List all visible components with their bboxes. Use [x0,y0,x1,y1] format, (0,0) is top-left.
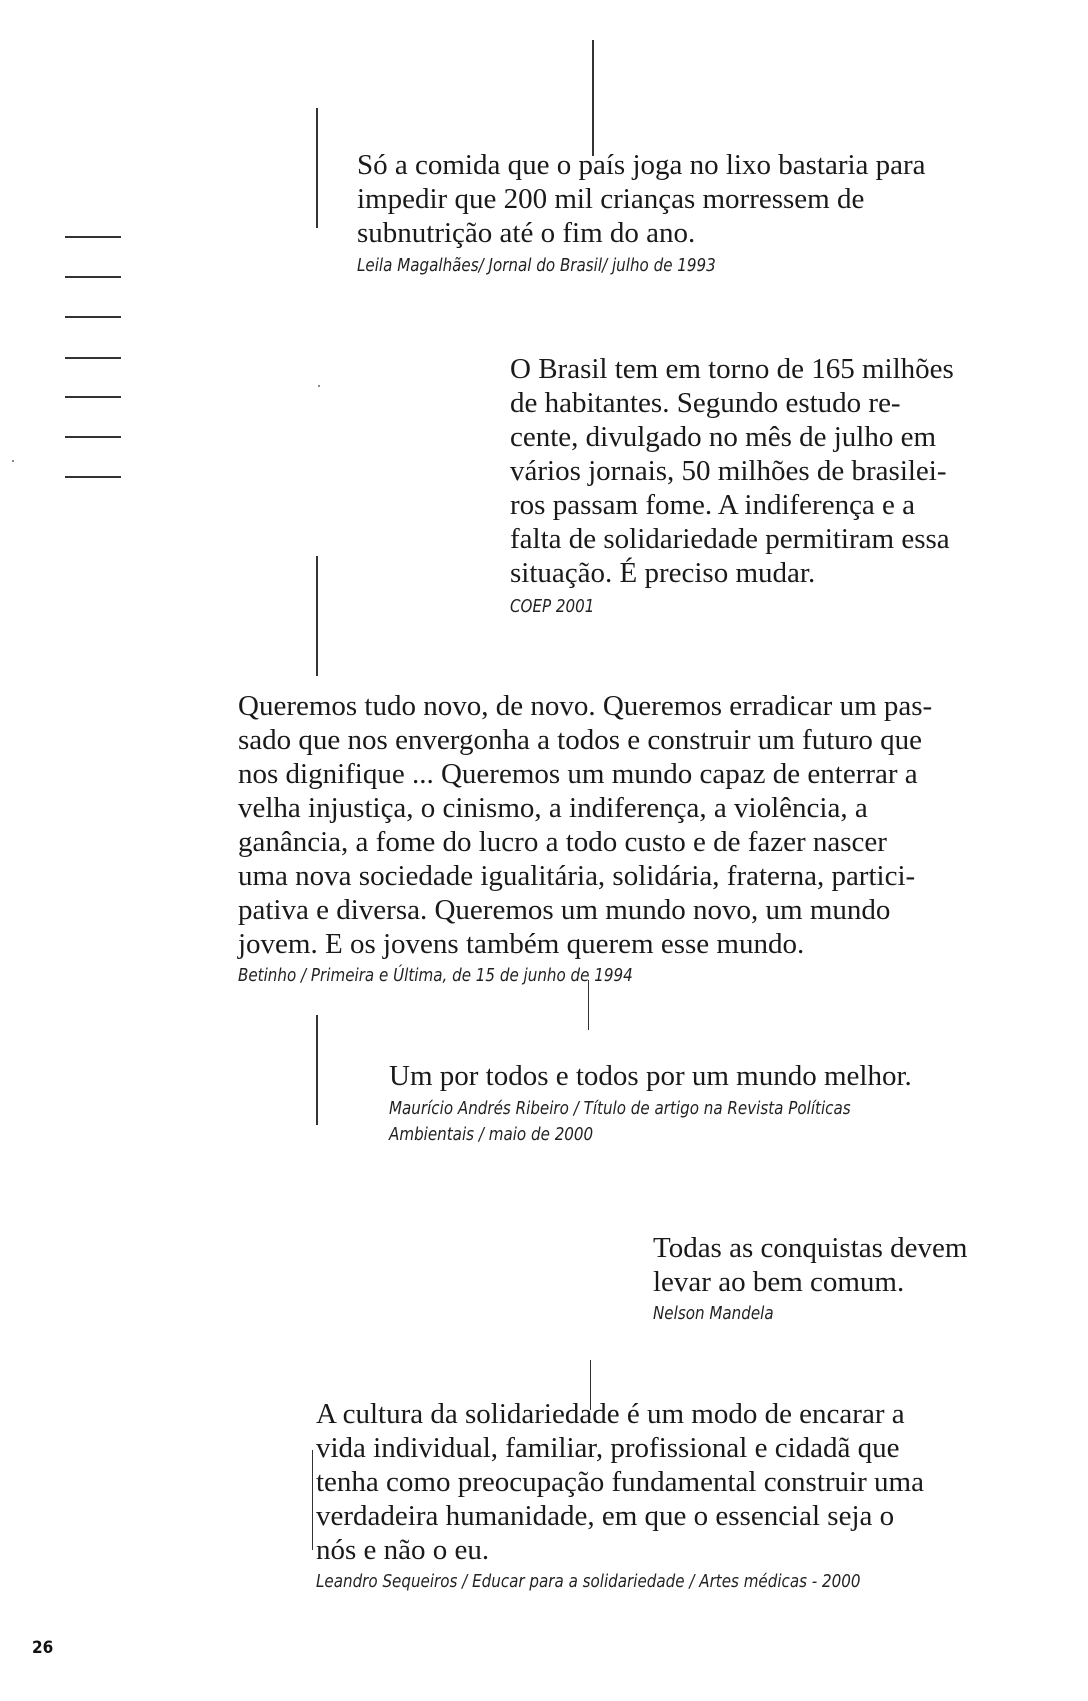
quote-line: A cultura da solidariedade é um modo de encarar a [316,1398,905,1430]
quote-6-text [316,1397,924,1567]
quote-line: jovem. E os jovens também querem esse mundo. [238,928,805,960]
quote-line: verdadeira humanidade, em que o essencial seja o [316,1500,895,1532]
quote-4-text [389,1059,912,1093]
page-number: 26 [32,1638,54,1658]
quote-line: sado que nos envergonha a todos e construir um futuro que [238,724,923,756]
quote-4-source [389,1096,851,1148]
quote-line: falta de solidariedade permitiram essa [510,523,950,555]
source-line: Nelson Mandela [653,1303,774,1324]
quote-line: cente, divulgado no mês de julho em [510,421,937,453]
vertical-rule [592,40,594,156]
quote-line: Um por todos e todos por um mundo melhor. [389,1060,912,1092]
horizontal-rule [65,236,121,238]
quote-1-text [357,148,926,250]
quote-line: vida individual, familiar, profissional e cidadã que [316,1432,900,1464]
quote-line: O Brasil tem em torno de 165 milhões [510,353,954,385]
horizontal-rule [65,476,121,478]
source-line: Ambientais / maio de 2000 [389,1124,594,1145]
quote-line: Só a comida que o país joga no lixo bastaria para [357,149,926,181]
speck [12,460,14,462]
horizontal-rule [65,316,121,318]
quote-line: velha injustiça, o cinismo, a indiferença, a violência, a [238,792,868,824]
source-line: Leandro Sequeiros / Educar para a solidariedade / Artes médicas - 2000 [316,1571,861,1592]
quote-line: vários jornais, 50 milhões de brasilei- [510,455,947,487]
quote-2-source [510,594,594,620]
quote-5-source [653,1301,774,1327]
quote-line: situação. É preciso mudar. [510,557,816,589]
horizontal-rule [65,436,121,438]
source-line: COEP 2001 [510,596,595,617]
quote-line: de habitantes. Segundo estudo re- [510,387,901,419]
quote-line: ros passam fome. A indiferença e a [510,489,916,521]
vertical-rule [316,556,318,676]
quote-line: subnutrição até o fim do ano. [357,217,696,249]
vertical-rule [316,1015,318,1125]
quote-line: impedir que 200 mil crianças morressem de [357,183,865,215]
source-line: Leila Magalhães/ Jornal do Brasil/ julho de 1993 [357,255,716,276]
quote-line: nós e não o eu. [316,1534,490,1566]
quote-5-text [653,1231,967,1299]
quote-line: nos dignifique ... Queremos um mundo capaz de enterrar a [238,758,918,790]
source-line: Betinho / Primeira e Última, de 15 de junho de 1994 [238,965,633,986]
quote-line: ganância, a fome do lucro a todo custo e de fazer nascer [238,826,887,858]
quote-line: Queremos tudo novo, de novo. Queremos erradicar um pas- [238,690,933,722]
horizontal-rule [65,357,121,359]
quote-6-source [316,1569,861,1595]
quote-3-text [238,689,932,961]
quote-line: levar ao bem comum. [653,1266,905,1298]
horizontal-rule [65,396,121,398]
vertical-rule [316,108,318,228]
horizontal-rule [65,276,121,278]
quote-line: uma nova sociedade igualitária, solidária, fraterna, partici- [238,860,916,892]
quote-1-source [357,253,716,279]
speck [318,385,320,387]
quote-line: Todas as conquistas devem [653,1232,968,1264]
quote-3-source [238,963,633,989]
quote-line: pativa e diversa. Queremos um mundo novo, um mundo [238,894,891,926]
quote-2-text [510,352,954,590]
vertical-rule [312,1450,313,1550]
quote-line: tenha como preocupação fundamental construir uma [316,1466,924,1498]
source-line: Maurício Andrés Ribeiro / Título de artigo na Revista Políticas [389,1098,851,1119]
